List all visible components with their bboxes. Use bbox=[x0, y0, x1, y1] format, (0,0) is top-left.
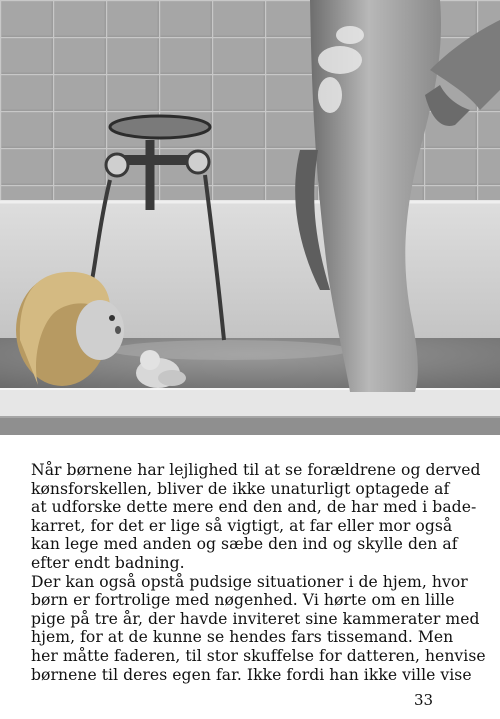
bathtub-rim bbox=[0, 388, 500, 418]
text-line: kønsforskellen, bliver de ikke unaturligt optagede af bbox=[31, 479, 450, 498]
text-line: hjem, for at de kunne se hendes fars tissemand. Men bbox=[31, 628, 454, 647]
body-text bbox=[31, 461, 486, 684]
text-line: Når børnene har lejlighed til at se forældrene og derved bbox=[31, 461, 481, 479]
text-line: Der kan også opstå pudsige situationer i de hjem, hvor bbox=[31, 572, 468, 591]
text-line: karret, for det er lige så vigtigt, at far eller mor også bbox=[31, 516, 453, 535]
text-line: at udforske dette mere end den and, de har med i bade- bbox=[31, 498, 477, 517]
text-line: efter endt badning. bbox=[31, 553, 185, 572]
text-line: børn er fortrolige med nøgenhed. Vi hørte om en lille bbox=[31, 591, 455, 610]
text-line: kan lege med anden og sæbe den ind og skylle den af bbox=[31, 535, 458, 554]
text-line: børnene til deres egen far. Ikke fordi han ikke ville vise bbox=[31, 665, 472, 684]
text-line: pige på tre år, der havde inviteret sine kammerater med bbox=[31, 609, 480, 628]
text-line: her måtte faderen, til stor skuffelse for datteren, henvise bbox=[31, 646, 486, 665]
page-number: 33 bbox=[414, 691, 434, 709]
